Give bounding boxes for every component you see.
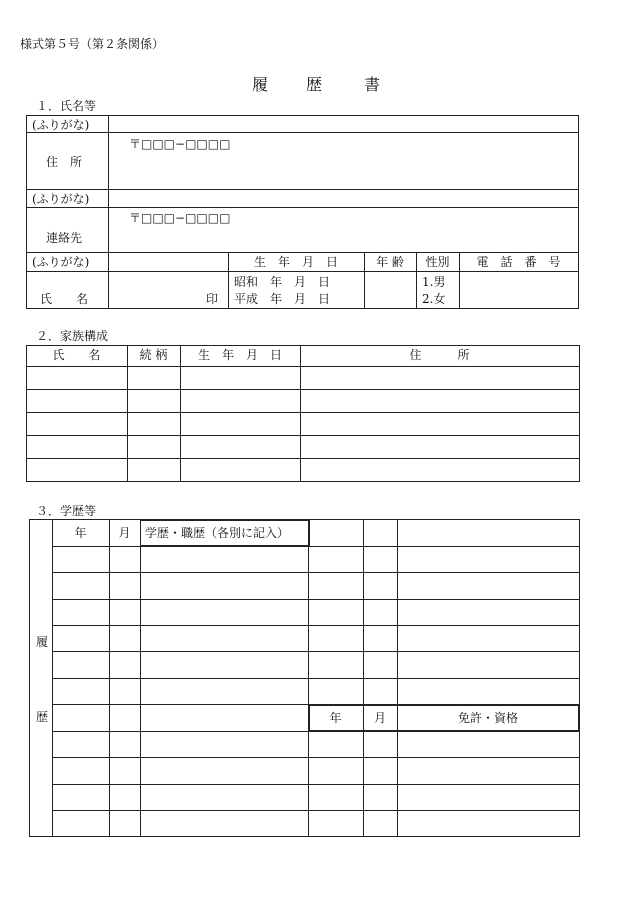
address-label: 住 所: [46, 155, 83, 169]
section3-heading: ３．学歴等: [36, 504, 97, 518]
seal-mark: 印: [206, 292, 219, 306]
history-side-label-2: 歴: [36, 710, 49, 724]
furigana-label-3: (ふりがな): [32, 255, 90, 269]
furigana-label-1: (ふりがな): [32, 118, 90, 132]
family-col-birthdate: 生 年 月 日: [197, 348, 282, 362]
family-col-relation: 続 柄: [139, 348, 168, 362]
form-number: 様式第５号（第２条関係）: [20, 37, 165, 51]
history-side-label-1: 履: [36, 635, 49, 649]
birthdate-header: 生 年 月 日: [253, 255, 338, 269]
era-heisei: 平成 年 月 日: [234, 292, 331, 306]
gender-header: 性別: [425, 255, 450, 269]
license-col-month: 月: [373, 711, 386, 725]
name-label: 氏 名: [40, 292, 89, 306]
family-col-name: 氏 名: [52, 348, 101, 362]
page-title-char-2: 歴: [306, 75, 323, 94]
era-showa: 昭和 年 月 日: [234, 275, 331, 289]
edu-col-history: 学歴・職歴（各別に記入）: [145, 526, 290, 540]
gender-male: 1.男: [422, 275, 446, 289]
address-postal-code: 〒□□□−□□□□: [129, 137, 231, 151]
section1-heading: １．氏名等: [36, 99, 97, 113]
contact-postal-code: 〒□□□−□□□□: [129, 211, 231, 225]
page-title-char-1: 履: [252, 75, 269, 94]
license-col-qualification: 免許・資格: [457, 711, 518, 725]
phone-header: 電 話 番 号: [476, 255, 561, 269]
age-header: 年 齢: [376, 255, 404, 269]
furigana-label-2: (ふりがな): [32, 192, 90, 206]
family-col-address: 住 所: [409, 348, 470, 362]
license-col-year: 年: [329, 711, 342, 725]
edu-col-year: 年: [74, 526, 87, 540]
section2-heading: ２．家族構成: [36, 329, 109, 343]
gender-female: 2.女: [422, 292, 446, 306]
contact-label: 連絡先: [46, 231, 83, 245]
page-title-char-3: 書: [364, 75, 381, 94]
edu-col-month: 月: [118, 526, 131, 540]
